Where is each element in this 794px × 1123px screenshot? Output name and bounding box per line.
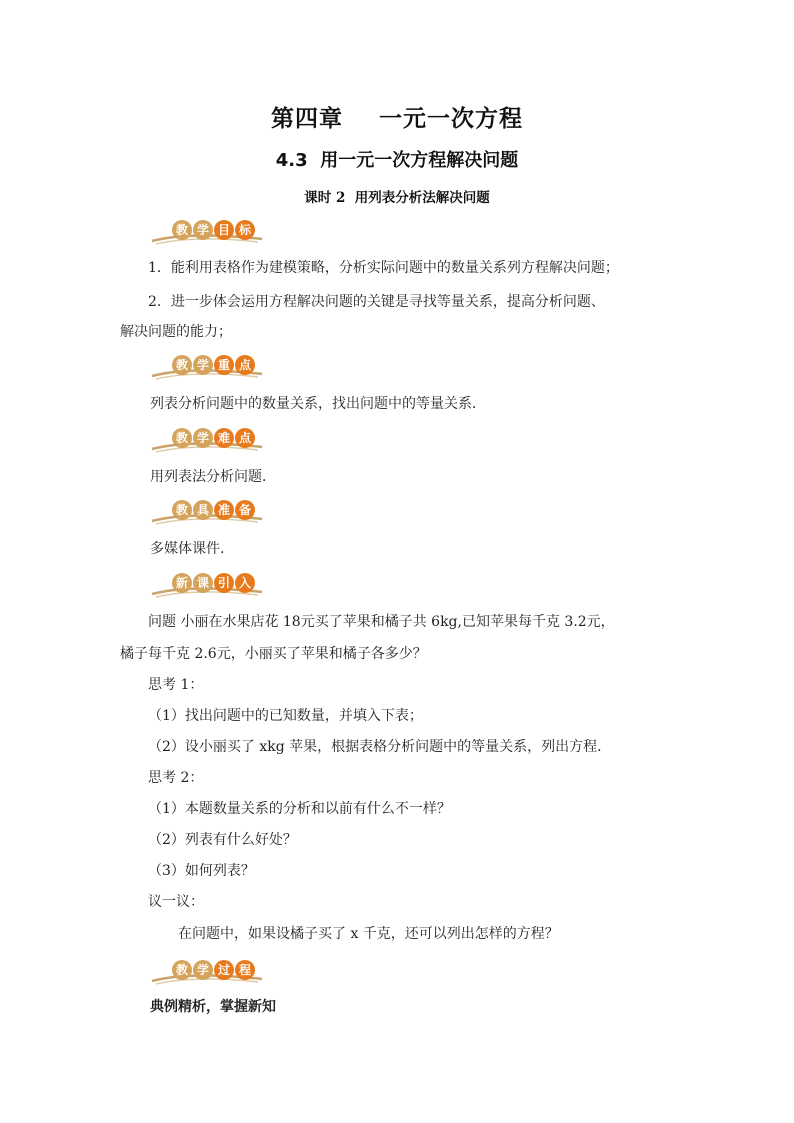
badge-char: 点 [235,428,255,448]
think2-question-1: （1）本题数量关系的分析和以前有什么不一样？ [148,801,451,817]
section-title: 4.3 用一元一次方程解决问题 [275,150,519,171]
badge-char: 入 [235,573,255,593]
objective-item-2-line1: 2．进一步体会运用方程解决问题的关键是寻找等量关系，提高分析问题、 [148,294,605,310]
badge-char: 备 [235,500,255,520]
materials-badge [150,497,265,525]
think2-label: 思考 2： [148,770,204,786]
problem-line-2: 橘子每千克 2.6元，小丽买了苹果和橘子各多少？ [120,646,427,662]
badge-char: 程 [235,960,255,980]
introduction-badge [150,570,265,598]
badge-char: 学 [193,960,213,980]
badge-char: 课 [193,573,213,593]
badge-char: 教 [172,355,192,375]
difficulties-badge [150,425,265,453]
badge-char: 新 [172,573,192,593]
think1-label: 思考 1： [148,677,204,693]
badge-char: 教 [172,960,192,980]
objective-item-1: 1．能利用表格作为建模策略，分析实际问题中的数量关系列方程解决问题； [148,260,619,276]
badge-char: 准 [214,500,234,520]
difficulties-text: 用列表法分析问题． [150,469,276,485]
badge-char: 目 [214,220,234,240]
badge-char: 学 [193,355,213,375]
badge-char: 教 [172,500,192,520]
badge-char: 学 [193,428,213,448]
problem-line-1: 问题 小丽在水果店花 18元买了苹果和橘子共 6kg,已知苹果每千克 3.2元， [148,614,615,630]
badge-char: 引 [214,573,234,593]
discuss-label: 议一议： [148,894,204,910]
think2-question-2: （2）列表有什么好处？ [148,832,297,848]
process-badge [150,957,265,985]
chapter-title: 第四章 一元一次方程 [270,106,524,132]
process-subtitle: 典例精析，掌握新知 [150,999,276,1015]
badge-char: 难 [214,428,234,448]
badge-char: 过 [214,960,234,980]
think1-question-1: （1）找出问题中的已知数量，并填入下表； [148,708,423,724]
badge-char: 标 [235,220,255,240]
badge-char: 教 [172,220,192,240]
materials-text: 多媒体课件. [150,541,225,557]
objective-item-2-line2: 解决问题的能力； [120,324,232,340]
objectives-badge [150,217,265,245]
badge-char: 重 [214,355,234,375]
badge-char: 具 [193,500,213,520]
think2-question-3: （3）如何列表？ [148,863,255,879]
key-points-badge [150,352,265,380]
discuss-text: 在问题中，如果设橘子买了 x 千克，还可以列出怎样的方程？ [178,926,559,942]
lesson-title: 课时 2 用列表分析法解决问题 [304,190,490,206]
badge-char: 点 [235,355,255,375]
key-points-text: 列表分析问题中的数量关系，找出问题中的等量关系． [150,396,486,412]
badge-char: 教 [172,428,192,448]
think1-question-2: （2）设小丽买了 xkg 苹果，根据表格分析问题中的等量关系，列出方程． [148,739,612,755]
badge-char: 学 [193,220,213,240]
